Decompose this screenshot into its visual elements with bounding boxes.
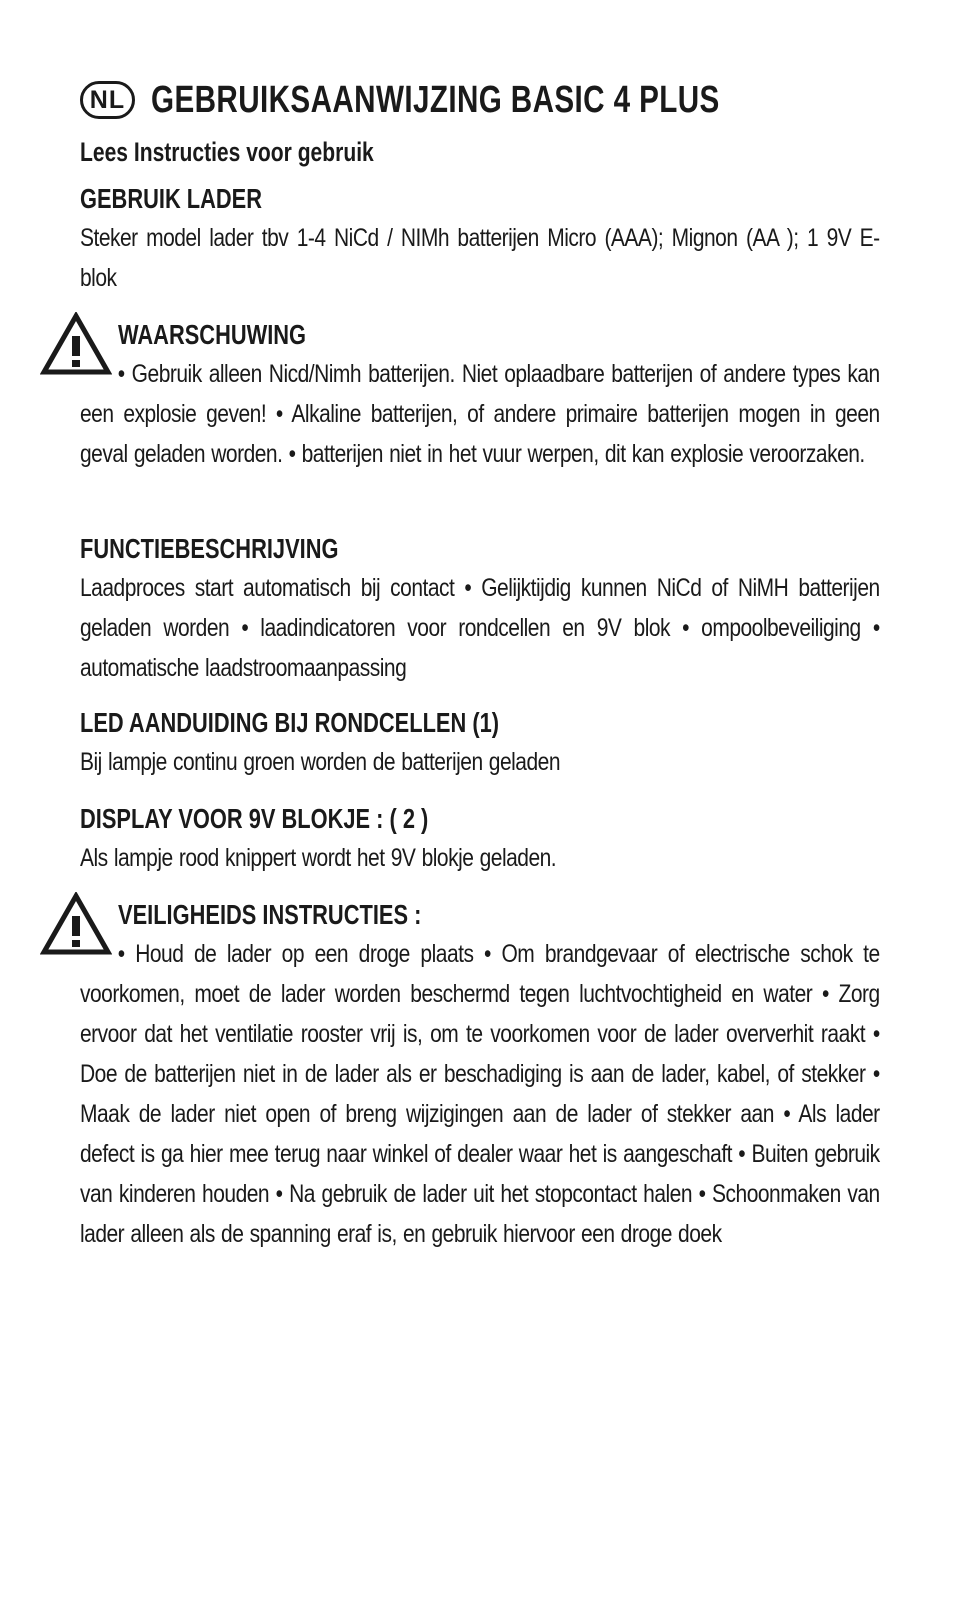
section-body: • Gebruik alleen Nicd/Nimh batterijen. Niet oplaadbare batterijen of andere types kan een explosie geven! • Alkaline batterijen, of andere primaire batterijen mogen in geen geval geladen worden. • batterijen niet in het vuur werpen, dit kan explosie veroorzaken.	[80, 360, 880, 468]
page-title: GEBRUIKSAANWIJZING BASIC 4 PLUS	[150, 78, 720, 121]
language-badge: NL	[80, 81, 135, 119]
section-display	[80, 800, 880, 878]
section-heading: VEILIGHEIDS INSTRUCTIES :	[118, 899, 422, 930]
section-body: • Houd de lader op een droge plaats • Om brandgevaar of electrische schok te voorkomen, moet de lader worden beschermd tegen luchtvochtigheid en water • Zorg ervoor dat het ventilatie rooster vrij is, om te voorkomen voor de lader oververhit raakt • Doe de batterijen niet in de lader als er beschadiging is aan de lader, kabel, of stekker • Maak de lader niet open of breng wijzigingen aan de lader of stekker aan • Als lader defect is ga hier mee terug naar winkel of dealer waar het is aangeschaft • Buiten gebruik van kinderen houden • Na gebruik de lader uit het stopcontact halen • Schoonmaken van lader alleen als de spanning eraf is, en gebruik hiervoor een droge doek	[80, 940, 880, 1248]
section-heading: DISPLAY VOOR 9V BLOKJE : ( 2 )	[80, 803, 429, 834]
section-led	[80, 704, 880, 782]
section-heading: WAARSCHUWING	[118, 319, 307, 350]
section-functie	[80, 530, 880, 688]
section-waarschuwing	[80, 316, 880, 474]
section-body: Steker model lader tbv 1-4 NiCd / NIMh batterijen Micro (AAA); Mignon (AA ); 1 9V E-blok	[80, 224, 880, 292]
section-gebruik	[80, 180, 880, 298]
section-veiligheid	[80, 896, 880, 1254]
page-subtitle: Lees Instructies voor gebruik	[80, 137, 374, 167]
section-body: Als lampje rood knippert wordt het 9V blokje geladen.	[80, 844, 557, 872]
section-body: Bij lampje continu groen worden de batterijen geladen	[80, 748, 561, 776]
section-body: Laadproces start automatisch bij contact • Gelijktijdig kunnen NiCd of NiMH batterijen geladen worden • laadindicatoren voor rondcellen en 9V blok • ompoolbeveiliging • automatische laadstroomaanpassing	[80, 574, 880, 682]
section-heading: LED AANDUIDING BIJ RONDCELLEN (1)	[80, 707, 500, 738]
section-heading: FUNCTIEBESCHRIJVING	[80, 533, 339, 564]
manual-page	[80, 68, 880, 1248]
section-heading: GEBRUIK LADER	[80, 183, 263, 214]
title-row	[80, 68, 880, 132]
